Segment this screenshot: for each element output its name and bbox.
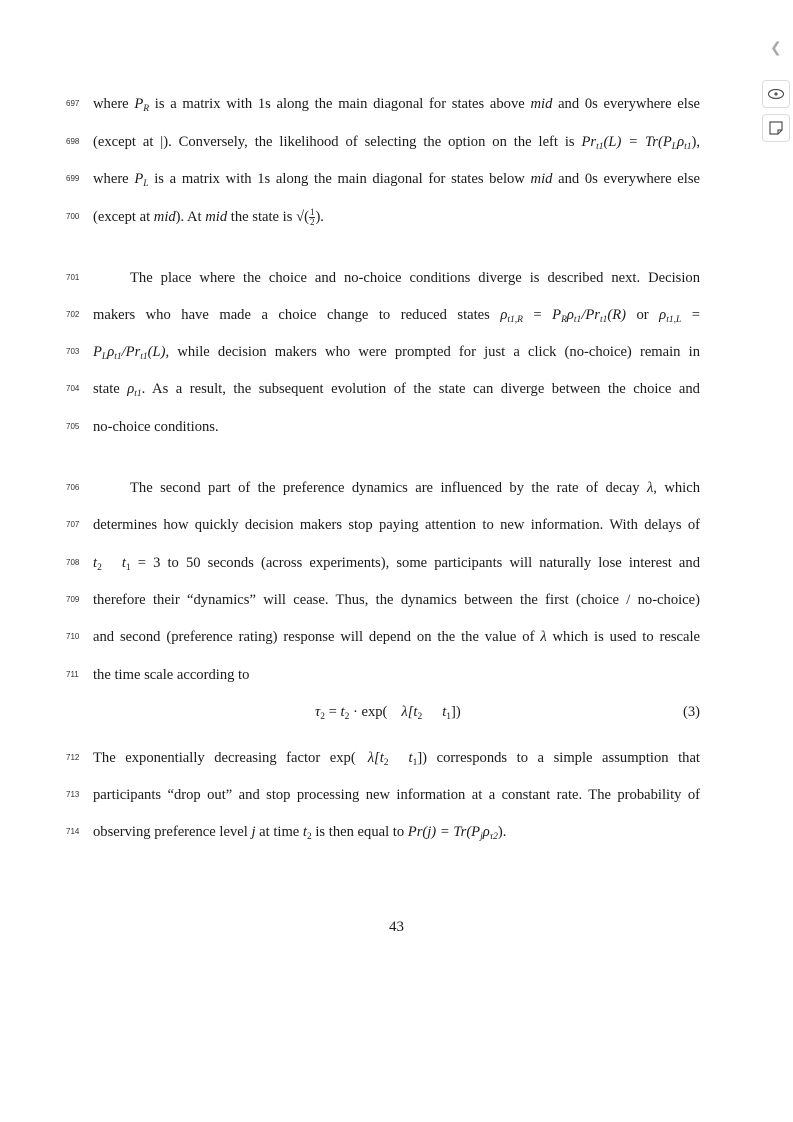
text-line: state $\rho_{t1}$. As a result, the subsequent evolution of the state can diverge between the choice and: [93, 381, 700, 399]
text-line: $t_2$ $t_1 = 3$ to 50 seconds (across experiments), some participants will naturally lose interest and: [93, 555, 700, 573]
page-number: 43: [389, 919, 404, 935]
line-number: 700: [66, 212, 80, 221]
line-number: 710: [66, 632, 80, 641]
paragraph-start: The place where the choice and no-choice conditions diverge is described next. Decision: [130, 270, 700, 286]
text-line: makers who have made a choice change to reduced states $\rho_{t1,R} = P_R\rho_{t1}/Pr_{t1}(R)$ or $\rho_{t1,L}$ =: [93, 307, 700, 325]
equation-body: $\tau_2 = t_2 \cdot \exp$( $\lambda[t_2$ $t_1$]): [315, 704, 461, 722]
text-line: the time scale according to: [93, 667, 250, 683]
line-number: 697: [66, 99, 80, 108]
sticky-note-icon: [763, 115, 789, 141]
text-line: and second (preference rating) response will depend on the the value of λ which is used to rescale: [93, 629, 701, 645]
view-toggle-button[interactable]: [762, 80, 790, 108]
text-line: $P_L\rho_{t1}/Pr_{t1}(L)$, while decision makers who were prompted for just a click (no-choice) remain in: [93, 344, 700, 362]
text-line: (except at |). Conversely, the likelihood of selecting the option on the left is $Pr_{t1}(L) = Tr(P_L\rho_{t1})$,: [93, 134, 700, 152]
line-number: 704: [66, 384, 80, 393]
text-line: where $P_L$ is a matrix with 1s along the main diagonal for states below mid and 0s everywhere else: [93, 171, 700, 189]
paragraph-start: The second part of the preference dynamics are influenced by the rate of decay λ, which: [130, 480, 700, 496]
line-number: 708: [66, 558, 80, 567]
eye-icon: [763, 81, 789, 107]
equation-number: (3): [682, 704, 700, 720]
text-line: no-choice conditions.: [93, 419, 219, 435]
line-number: 709: [66, 595, 80, 604]
line-number: 701: [66, 273, 80, 282]
text-line: observing preference level j at time $t_2$ is then equal to $Pr(j) = Tr(P_j\rho_{\tau 2})$.: [93, 824, 507, 842]
line-number: 698: [66, 137, 80, 146]
chevron-left-icon[interactable]: ❮: [770, 40, 782, 56]
line-number: 713: [66, 790, 80, 799]
notes-button[interactable]: [762, 114, 790, 142]
text-line: determines how quickly decision makers stop paying attention to new information. With delays of: [93, 517, 700, 533]
text-line: (except at mid). At mid the state is √( $\frac{1}{2}$ ).: [93, 207, 324, 228]
line-number: 712: [66, 753, 80, 762]
line-number: 714: [66, 827, 80, 836]
line-number: 711: [66, 670, 79, 679]
text-line: participants “drop out” and stop processing new information at a constant rate. The probability of: [93, 787, 700, 803]
text-line: therefore their “dynamics” will cease. Thus, the dynamics between the first (choice / no-choice): [93, 592, 700, 608]
text-line: The exponentially decreasing factor exp( $\lambda[t_2$ $t_1$]) corresponds to a simple assumption that: [93, 750, 700, 768]
text-line: where $P_R$ is a matrix with 1s along the main diagonal for states above mid and 0s everywhere else: [93, 96, 700, 114]
line-number: 702: [66, 310, 80, 319]
line-number: 699: [66, 174, 80, 183]
line-number: 706: [66, 483, 80, 492]
line-number: 705: [66, 422, 80, 431]
line-number: 707: [66, 520, 80, 529]
line-number: 703: [66, 347, 80, 356]
